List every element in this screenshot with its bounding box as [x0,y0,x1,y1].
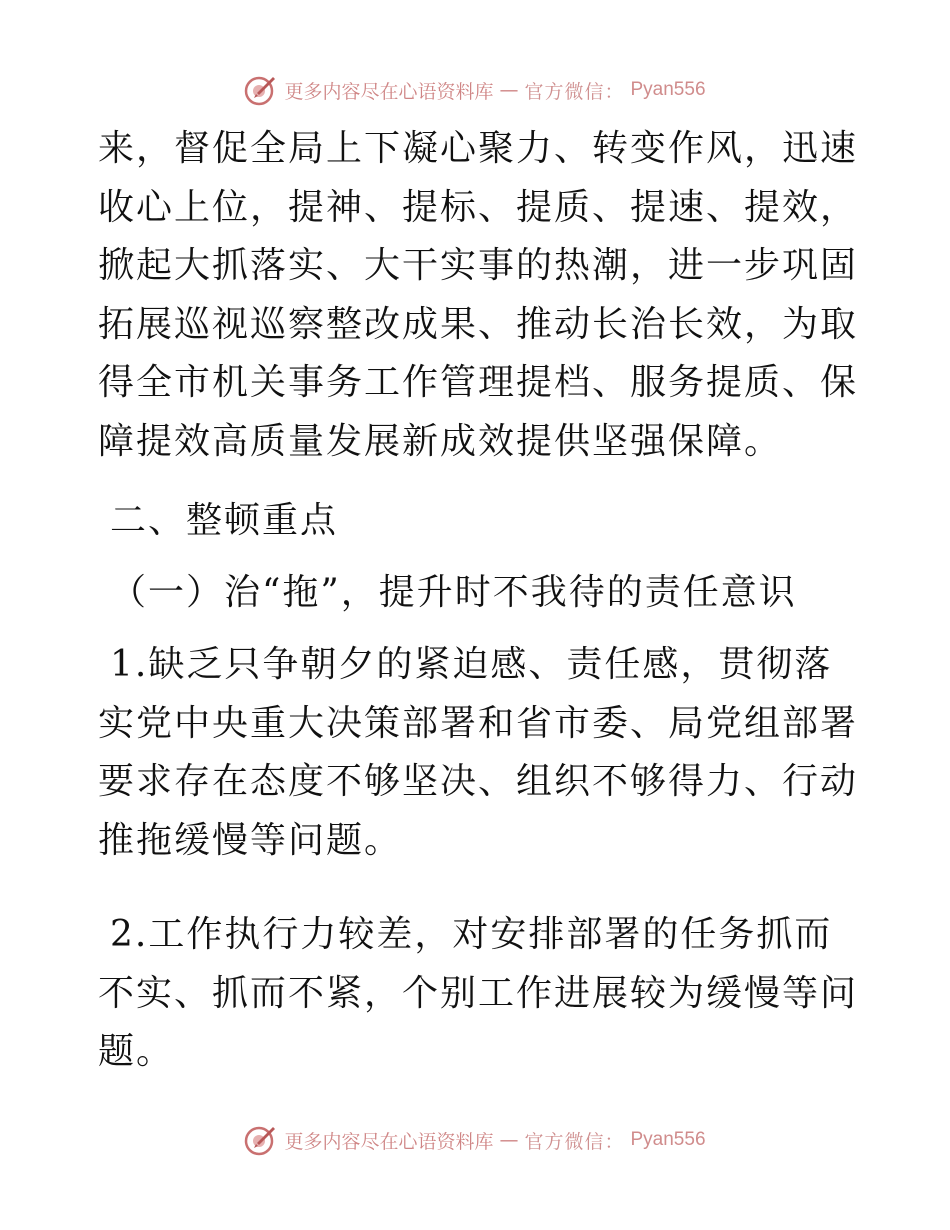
watermark-official-label: 官方微信： [524,1130,625,1153]
section-heading: 二、整顿重点 [110,500,339,541]
subsection-heading: （一）治“拖”，提升时不我待的责任意识 [110,572,797,613]
header-watermark [0,70,950,110]
watermark-dash: — [499,79,519,101]
continuation-paragraph: 来，督促全局上下凝心聚力、转变作风，迅速收心上位，提神、提标、提质、提速、提效，掀起大抓落实、大干实事的热潮，进一步巩固拓展巡视巡察整改成果、推动长治长效，为取得全市机关事务工作管理提档、服务提质、保障提效高质量发展新成效提供坚强保障。 [98,128,859,462]
watermark-wechat-id: Pyan556 [630,79,706,100]
watermark-main-text: 更多内容尽在心语资料库 [284,80,494,103]
brand-logo-icon [244,73,278,107]
watermark-main-text: 更多内容尽在心语资料库 [284,1130,494,1153]
watermark-official-label: 官方微信： [524,80,625,103]
list-item: 2.工作执行力较差，对安排部署的任务抓而不实、抓而不紧，个别工作进展较为缓慢等问题。 [98,914,859,1072]
brand-logo-icon [244,1123,278,1157]
list-item: 1.缺乏只争朝夕的紧迫感、责任感，贯彻落实党中央重大决策部署和省市委、局党组部署要求存在态度不够坚决、组织不够得力、行动推拖缓慢等问题。 [98,644,859,861]
watermark-dash: — [499,1129,519,1151]
watermark-wechat-id: Pyan556 [630,1129,706,1150]
footer-watermark [0,1120,950,1160]
document-body [98,120,858,1118]
